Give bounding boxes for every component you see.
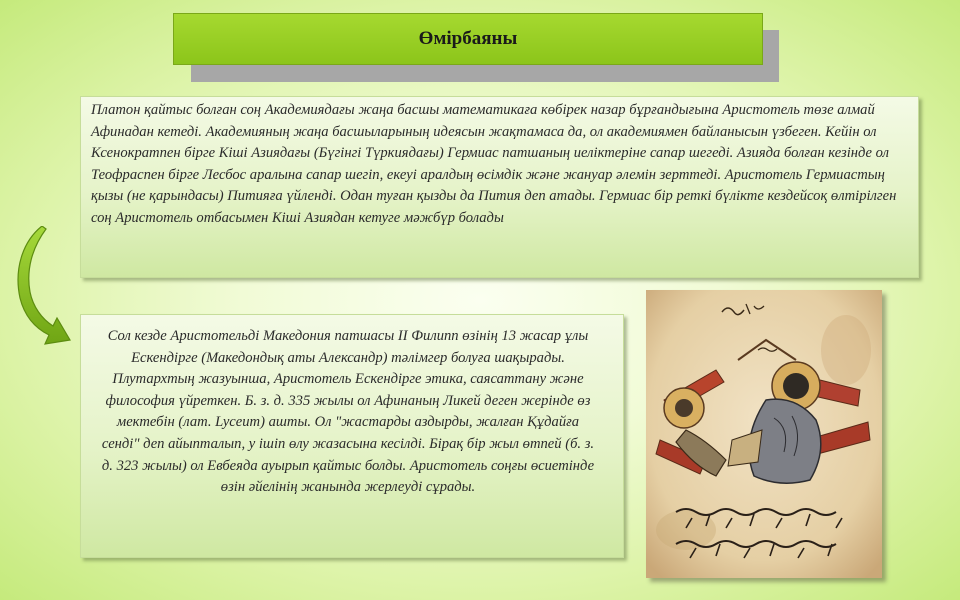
biography-text-box-2: [80, 314, 624, 558]
biography-paragraph-2: Сол кезде Аристотельді Македония патшасы ІІ Филипп өзінің 13 жасар ұлы Ескендірге (Македондық аты Александр) тәлімгер болуға шақырады. Плутархтың жазуынша, Аристотель Ескендірге этика, саясаттану және философия үйреткен. Б. з. д. 335 жылы ол Афинаның Ликей деген жерінде өз мектебін (лат. Lyceum) ашты. Ол "жастарды аздырды, жалған Құдайға сенді" деп айыпталып, у ішіп өлу жазасына кесілді. Бірақ бір жыл өтпей (б. з. д. 323 жылы) ол Евбеяда ауырып қайтыс болды. Аристотель соңғы өсиетінде өзін әйелінің жанында жерлеуді сұрады.: [101, 328, 595, 496]
title-bar: [173, 13, 763, 65]
arabic-manuscript-image: [646, 290, 882, 578]
biography-text-box-1: [80, 96, 919, 278]
curved-arrow-icon: [12, 226, 74, 348]
biography-paragraph-1: Платон қайтыс болған соң Академиядағы жаңа басшы математикаға көбірек назар бұрғандығына Аристотель төзе алмай Афинадан кетеді. Академияның жаңа басшыларының идеясын жақтамаса да, ол академиямен байланысын үзбеген. Кейін ол Ксенократпен бірге Кіші Азиядағы (Бүгінгі Түркиядағы) Гермиас патшаның иеліктеріне сапар шегеді. Азияда болған кезінде ол Теофраспен бірге Лесбос аралына сапар шегіп, екеуі аралдың өсімдік және жануар әлемін зерттеді. Аристотель Гермиастың қызы (не қарындасы) Питияға үйленді. Одан туған қызды да Пития деп атады. Гермиас бір реткі бүлікте кездейсоқ өлтірілген соң Аристотель отбасымен Кіші Азиядан кетуге мәжбүр болады: [91, 102, 897, 226]
page-title: Өмірбаяны: [418, 28, 518, 49]
